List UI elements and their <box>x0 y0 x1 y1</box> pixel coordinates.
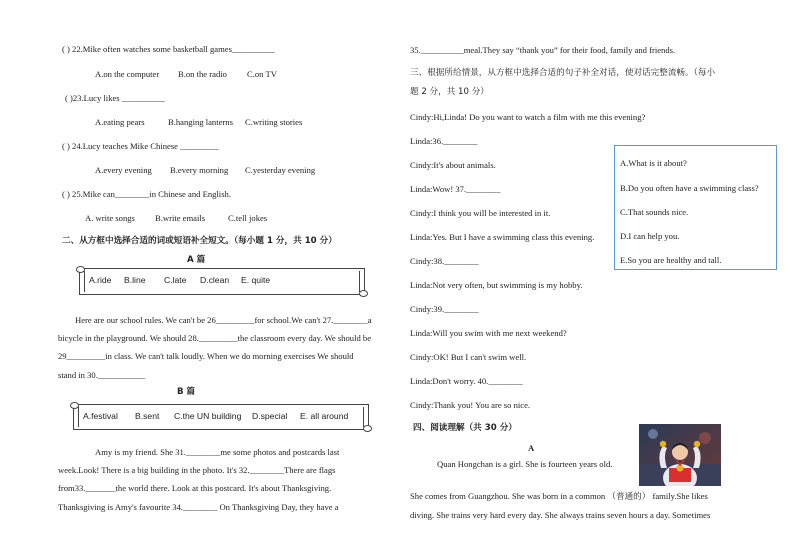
q23-option-a: A.eating pears <box>95 117 145 127</box>
dialogue-line-8: Linda:Not very often, but swimming is my hobby. <box>410 280 583 290</box>
part-a-word-box <box>79 268 365 295</box>
q24-option-b: B.every morning <box>170 165 229 175</box>
option-d: D.I can help you. <box>620 231 680 241</box>
q25-option-b: B.write emails <box>155 213 206 223</box>
word-b-sent: B.sent <box>135 411 160 421</box>
q23-option-c: C.writing stories <box>245 117 303 127</box>
reading-line-3: diving. She trains very hard every day. She always trains seven hours a day. Sometimes <box>410 510 711 520</box>
q24-option-c: C.yesterday evening <box>245 165 316 175</box>
q25-option-c: C.tell jokes <box>228 213 268 223</box>
q22-option-b: B.on the radio <box>178 69 227 79</box>
passage-a-line-3: 29_________in class. We can't talk loudly. When we do morning exercises We should <box>58 351 354 361</box>
word-a-ride: A.ride <box>89 275 112 285</box>
reading-line-2: She comes from Guangzhou. She was born in a common （普通的） family.She likes <box>410 491 708 501</box>
dialogue-line-12: Linda:Don't worry. 40.________ <box>410 376 523 386</box>
passage-b-line-4: Thanksgiving is Amy's favourite 34.________ On Thanksgiving Day, they have a <box>58 502 339 512</box>
dialogue-line-9: Cindy:39.________ <box>410 304 479 314</box>
word-b-line: B.line <box>124 275 146 285</box>
line-35: 35.__________meal.They say “thank you” for their food, family and friends. <box>410 45 676 55</box>
dialogue-line-2: Linda:36.________ <box>410 136 478 146</box>
dialogue-line-11: Cindy:OK! But I can't swim well. <box>410 352 527 362</box>
question-23: ( )23.Lucy likes __________ <box>65 93 165 103</box>
word-a-festival: A.festival <box>83 411 118 421</box>
word-d-special: D.special <box>252 411 288 421</box>
dialogue-line-10: Linda:Will you swim with me next weekend? <box>410 328 567 338</box>
section-4-heading: 四、阅读理解（共 30 分） <box>413 423 517 433</box>
dialogue-options-box <box>614 145 777 270</box>
question-25: ( ) 25.Mike can________in Chinese and English. <box>62 189 231 199</box>
option-b: B.Do you often have a swimming class? <box>620 183 759 193</box>
question-24: ( ) 24.Lucy teaches Mike Chinese _________ <box>62 141 219 151</box>
passage-b-line-2: week.Look! There is a big building in the photo. It's 32.________There are flags <box>58 465 336 475</box>
q24-option-a: A.every evening <box>95 165 152 175</box>
option-c: C.That sounds nice. <box>620 207 689 217</box>
passage-a-line-1: Here are our school rules. We can't be 26_________for school.We can't 27.________a <box>75 315 372 325</box>
section-2-heading: 二、从方框中选择合适的词或短语补全短文。（每小题 1 分，共 10 分） <box>62 236 337 246</box>
q23-option-b: B.hanging lanterns <box>168 117 233 127</box>
dialogue-line-6: Linda:Yes. But I have a swimming class this evening. <box>410 232 595 242</box>
option-e: E.So you are healthy and tall. <box>620 255 722 265</box>
word-e-quite: E. quite <box>241 275 271 285</box>
passage-a-line-4: stand in 30.___________ <box>58 370 146 380</box>
reading-a-label: A <box>528 443 535 453</box>
word-c-un-building: C.the UN building <box>174 411 242 421</box>
q22-option-c: C.on TV <box>247 69 277 79</box>
dialogue-line-13: Cindy:Thank you! You are so nice. <box>410 400 531 410</box>
passage-b-line-3: from33._______the world there. Look at this postcard. It's about Thanksgiving. <box>58 483 332 493</box>
athlete-photo <box>639 424 721 486</box>
question-22: ( ) 22.Mike often watches some basketball games__________ <box>62 44 275 54</box>
section-3-heading-2: 题 2 分，共 10 分） <box>410 87 489 97</box>
q25-option-a: A. write songs <box>85 213 135 223</box>
word-e-all-around: E. all around <box>300 411 349 421</box>
athlete-photo-illustration <box>639 424 721 486</box>
word-d-clean: D.clean <box>200 275 230 285</box>
option-a: A.What is it about? <box>620 158 687 168</box>
word-c-late: C.late <box>164 275 187 285</box>
dialogue-line-3: Cindy:It's about animals. <box>410 160 496 170</box>
dialogue-line-4: Linda:Wow! 37.________ <box>410 184 501 194</box>
passage-a-line-2: bicycle in the playground. We should 28._________the classroom every day. We should be <box>58 333 372 343</box>
reading-line-1: Quan Hongchan is a girl. She is fourteen years old. <box>437 459 613 469</box>
dialogue-line-5: Cindy:I think you will be interested in it. <box>410 208 551 218</box>
section-3-heading-1: 三、根据所给情景，从方框中选择合适的句子补全对话，使对话完整流畅。（每小 <box>410 68 716 78</box>
part-b-word-box <box>73 404 369 430</box>
dialogue-line-7: Cindy:38.________ <box>410 256 479 266</box>
passage-b-line-1: Amy is my friend. She 31.________me some photos and postcards last <box>95 447 340 457</box>
q22-option-a: A.on the computer <box>95 69 160 79</box>
dialogue-line-1: Cindy:Hi,Linda! Do you want to watch a film with me this evening? <box>410 112 646 122</box>
part-b-label: B 篇 <box>177 387 196 397</box>
part-a-label: A 篇 <box>187 255 206 265</box>
